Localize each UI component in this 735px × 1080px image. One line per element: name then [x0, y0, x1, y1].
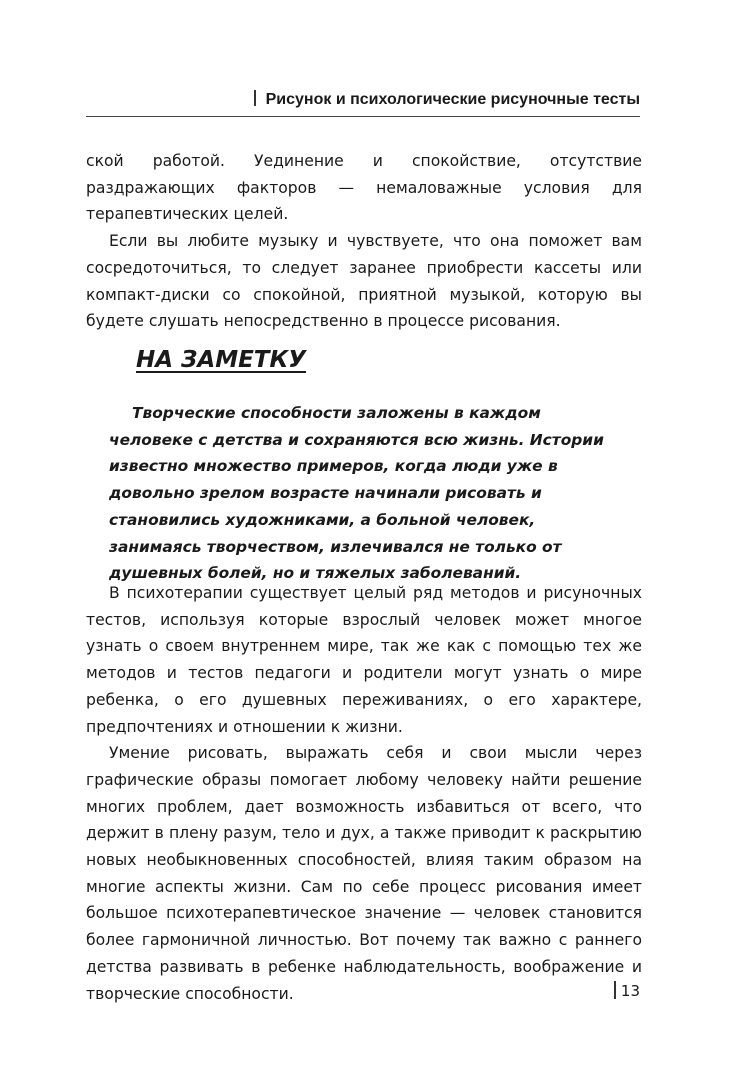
paragraph-drawing-skill: Умение рисовать, выражать себя и свои мысли через графические образы помогает любому человеку найти решение многих проблем, дает возможность избавиться от всего, что держит в плену разум, тело и дух, а также приводит к раскрытию новых необыкновенных способностей, влияя таким образом на многие аспекты жизни. Сам по себе процесс рисования имеет большое психотерапевтическое значение — человек становится более гармоничной личностью. Вот почему так важно с раннего детства развивать в ребенке наблюдательность, воображение и творческие способности. [86, 744, 642, 1003]
paragraph-music: Если вы любите музыку и чувствуете, что она поможет вам сосредоточиться, то следует заранее приобрести кассеты или компакт-диски со спокойной, приятной музыкой, которую вы будете слушать непосредственно в процессе рисования. [86, 232, 642, 331]
header-title: Рисунок и психологические рисуночные тесты [265, 91, 640, 108]
body-text-top [86, 148, 642, 335]
page-number-bar [614, 981, 616, 999]
page-number-value: 13 [620, 982, 640, 1000]
paragraph-psychotherapy: В психотерапии существует целый ряд методов и рисуночных тестов, используя которые взрослый человек может многое узнать о своем внутреннем мире, так же как с помощью тех же методов и тестов педагоги и родители могут узнать о мире ребенка, о его душевных переживаниях, о его характере, предпочтениях и отношении к жизни. [86, 584, 642, 736]
page-number [614, 980, 640, 1002]
note-heading: НА ЗАМЕТКУ [136, 347, 307, 373]
header-divider-bar [254, 90, 256, 106]
note-body: Творческие способности заложены в каждом человеке с детства и сохраняются всю жизнь. Истории известно множество примеров, когда люди уже в довольно зрелом возрасте начинали рисовать и становились художниками, а больной человек, занимаясь творчеством, излечивался не только от душевных болей, но и тяжелых заболеваний. [109, 404, 604, 583]
body-text-bottom [86, 580, 642, 1007]
paragraph-continuation: ской работой. Уединение и спокойствие, отсутствие раздражающих факторов — немаловажные условия для терапевтических целей. [86, 152, 642, 224]
running-header [86, 88, 640, 117]
